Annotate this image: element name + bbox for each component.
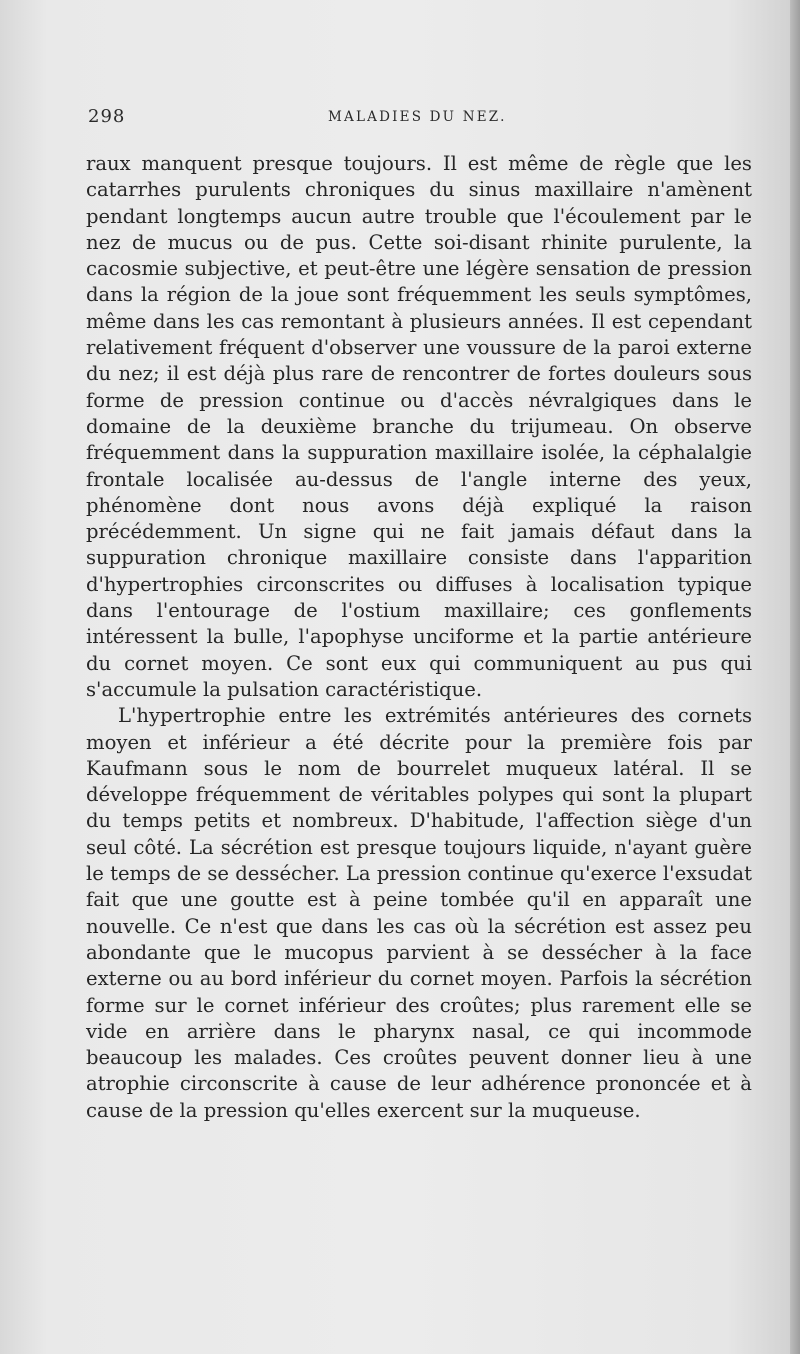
body-text	[86, 151, 752, 1124]
paragraph-1: raux manquent presque toujours. Il est même de règle que les catarrhes purulents chroniques du sinus maxillaire n'amènent pendant longtemps aucun autre trouble que l'écoulement par le nez de mucus ou de pus. Cette soi-disant rhinite purulente, la cacosmie subjective, et peut-être une légère sensation de pression dans la région de la joue sont fréquemment les seuls symptômes, même dans les cas remontant à plusieurs années. Il est cependant relativement fréquent d'observer une voussure de la paroi externe du nez; il est déjà plus rare de rencontrer de fortes douleurs sous forme de pression continue ou d'accès névralgiques dans le domaine de la deuxième branche du trijumeau. On observe fréquemment dans la suppuration maxillaire isolée, la céphalalgie frontale localisée au-dessus de l'angle interne des yeux, phénomène dont nous avons déjà expliqué la raison précédemment. Un signe qui ne fait jamais défaut dans la suppuration chronique maxillaire consiste dans l'apparition d'hypertrophies circonscrites ou diffuses à localisation typique dans l'entourage de l'ostium maxillaire; ces gonflements intéressent la bulle, l'apophyse unciforme et la partie antérieure du cornet moyen. Ce sont eux qui communiquent au pus qui s'accumule la pulsation caractéristique.	[86, 152, 752, 701]
page-number: 298	[88, 106, 126, 127]
page-edge-shadow	[790, 0, 800, 1354]
running-title: MALADIES DU NEZ.	[328, 109, 507, 125]
paragraph-2: L'hypertrophie entre les extrémités antérieures des cornets moyen et inférieur a été décrite pour la première fois par Kaufmann sous le nom de bourrelet muqueux latéral. Il se développe fréquemment de véritables polypes qui sont la plupart du temps petits et nombreux. D'habitude, l'affection siège d'un seul côté. La sécrétion est presque toujours liquide, n'ayant guère le temps de se dessécher. La pression continue qu'exerce l'exsudat fait que une goutte est à peine tombée qu'il en apparaît une nouvelle. Ce n'est que dans les cas où la sécrétion est assez peu abondante que le mucopus parvient à se dessécher à la face externe ou au bord inférieur du cornet moyen. Parfois la sécrétion forme sur le cornet inférieur des croûtes; plus rarement elle se vide en arrière dans le pharynx nasal, ce qui incommode beaucoup les malades. Ces croûtes peuvent donner lieu à une atrophie circonscrite à cause de leur adhérence prononcée et à cause de la pression qu'elles exercent sur la muqueuse.	[86, 704, 752, 1122]
page-header	[88, 106, 752, 130]
